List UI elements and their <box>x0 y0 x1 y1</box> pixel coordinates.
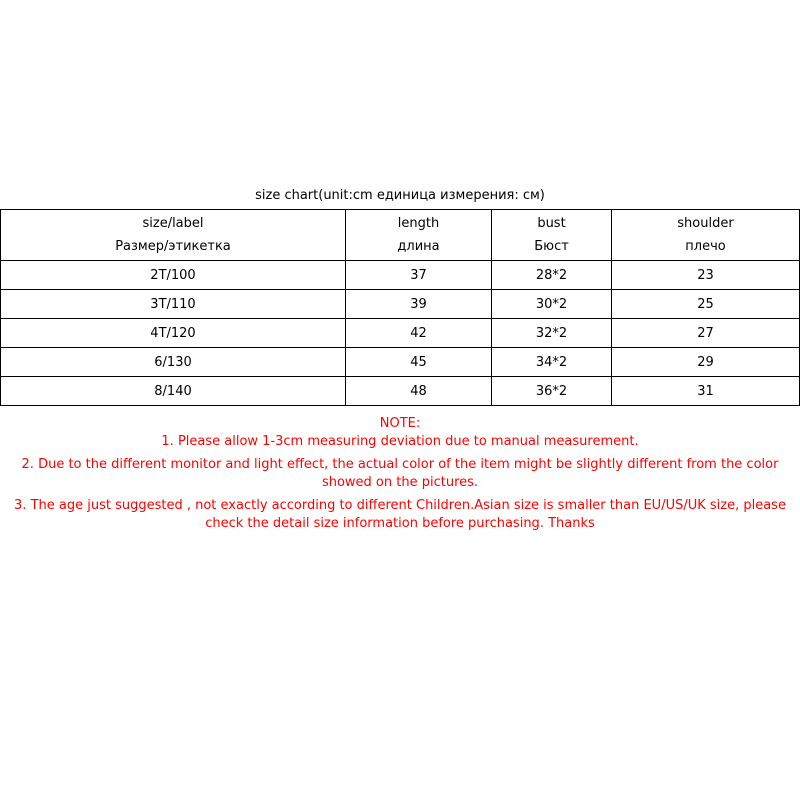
cell-size: 6/130 <box>1 348 346 377</box>
cell-bust: 36*2 <box>492 377 612 406</box>
chart-title: size chart(unit:cm единица измерения: см) <box>255 188 545 203</box>
note-item-1: 1. Please allow 1-3cm measuring deviation due to manual measurement. <box>161 434 639 449</box>
header-size-label-ru: Размер/этикетка <box>115 239 231 254</box>
cell-shoulder: 23 <box>612 261 800 290</box>
cell-shoulder: 31 <box>612 377 800 406</box>
header-size-label <box>1 210 346 261</box>
header-bust-en: bust <box>537 216 566 231</box>
cell-shoulder: 25 <box>612 290 800 319</box>
cell-bust: 34*2 <box>492 348 612 377</box>
cell-size: 2T/100 <box>1 261 346 290</box>
header-bust <box>492 210 612 261</box>
notes-section <box>0 415 800 533</box>
cell-bust: 30*2 <box>492 290 612 319</box>
header-length-ru: длина <box>397 239 440 254</box>
size-table <box>0 209 800 406</box>
cell-size: 3T/110 <box>1 290 346 319</box>
cell-shoulder: 27 <box>612 319 800 348</box>
header-bust-ru: Бюст <box>534 239 569 254</box>
header-size-label-en: size/label <box>142 216 204 231</box>
header-length-en: length <box>397 216 440 231</box>
header-shoulder <box>612 210 800 261</box>
header-shoulder-ru: плечо <box>685 239 726 254</box>
cell-bust: 28*2 <box>492 261 612 290</box>
cell-shoulder: 29 <box>612 348 800 377</box>
table-header-row <box>1 210 800 261</box>
cell-length: 42 <box>346 319 492 348</box>
cell-length: 37 <box>346 261 492 290</box>
note-item-2: 2. Due to the different monitor and light effect, the actual color of the item might be slightly different from the color showed on the pictures. <box>21 457 779 490</box>
table-row <box>1 290 800 319</box>
cell-length: 39 <box>346 290 492 319</box>
header-length <box>346 210 492 261</box>
table-row <box>1 348 800 377</box>
cell-size: 4T/120 <box>1 319 346 348</box>
note-heading: NOTE: <box>379 416 421 431</box>
header-shoulder-en: shoulder <box>677 216 734 231</box>
table-row <box>1 377 800 406</box>
cell-length: 45 <box>346 348 492 377</box>
cell-size: 8/140 <box>1 377 346 406</box>
table-row <box>1 261 800 290</box>
cell-length: 48 <box>346 377 492 406</box>
table-row <box>1 319 800 348</box>
cell-bust: 32*2 <box>492 319 612 348</box>
note-item-3: 3. The age just suggested , not exactly according to different Children.Asian size is smaller than EU/US/UK size, please check the detail size information before purchasing. Thanks <box>14 498 786 531</box>
